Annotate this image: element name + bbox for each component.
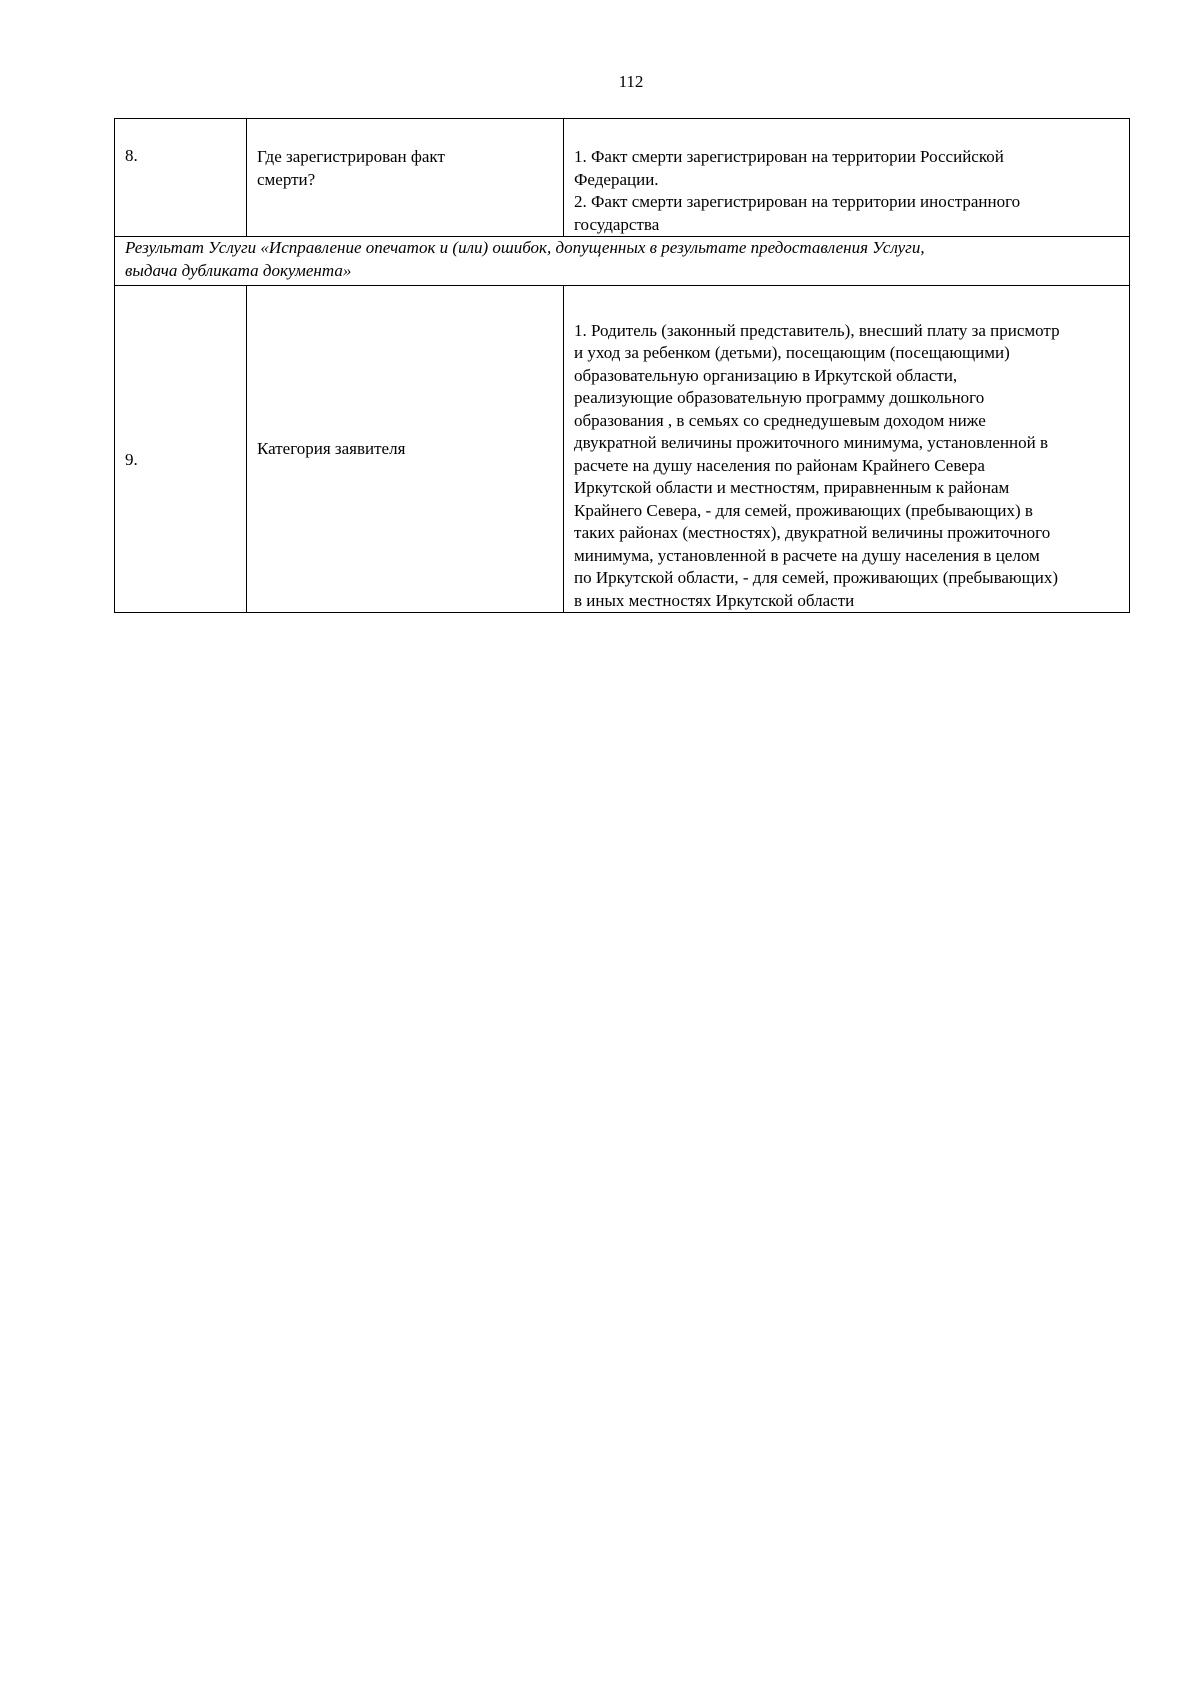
document-table	[114, 118, 1130, 613]
answer-line: Федерации.	[574, 169, 659, 189]
question-cell	[247, 286, 564, 613]
answer-cell	[564, 286, 1130, 613]
table-row	[115, 286, 1130, 613]
answer-line: образовательную организацию в Иркутской области,	[574, 365, 958, 385]
section-header-line: выдача дубликата документа»	[125, 260, 352, 280]
answer-line: двукратной величины прожиточного минимума, установленной в	[574, 433, 1049, 452]
answer-cell	[564, 119, 1130, 237]
answer-line: минимума, установленной в расчете на душу населения в целом	[574, 545, 1040, 565]
table-row	[115, 119, 1130, 237]
section-header-line: Результат Услуги «Исправление опечаток и (или) ошибок, допущенных в результате предоставления Услуги,	[125, 238, 925, 257]
question-line: смерти?	[257, 169, 316, 189]
answer-line: образования , в семьях со среднедушевым доходом ниже	[574, 410, 986, 430]
row-number-cell	[115, 286, 247, 613]
page-number: 112	[618, 72, 644, 91]
question-line: Где зарегистрирован факт	[257, 147, 445, 166]
row-number-cell	[115, 119, 247, 237]
section-header-cell	[115, 237, 1130, 286]
answer-line: государства	[574, 214, 660, 234]
answer-line: 2. Факт смерти зарегистрирован на территории иностранного	[574, 192, 1021, 211]
answer-line: реализующие образовательную программу дошкольного	[574, 388, 985, 407]
question-text: Категория заявителя	[257, 438, 406, 458]
answer-line: расчете на душу населения по районам Крайнего Севера	[574, 455, 985, 475]
answer-text	[574, 146, 1121, 236]
answer-line: в иных местностях Иркутской области	[574, 590, 855, 610]
answer-line: по Иркутской области, - для семей, проживающих (пребывающих)	[574, 568, 1058, 587]
question-cell	[247, 119, 564, 237]
answer-line: таких районах (местностях), двукратной величины прожиточного	[574, 523, 1051, 542]
answer-line: 1. Родитель (законный представитель), внесший плату за присмотр	[574, 320, 1060, 340]
answer-line: Крайнего Севера, - для семей, проживающих (пребывающих) в	[574, 500, 1033, 520]
section-header-row	[115, 237, 1130, 286]
answer-line: и уход за ребенком (детьми), посещающим (посещающими)	[574, 343, 1010, 362]
row-number: 9.	[125, 449, 138, 469]
answer-line: Иркутской области и местностям, приравненным к районам	[574, 478, 1010, 497]
question-text	[257, 146, 557, 191]
answer-line: 1. Факт смерти зарегистрирован на территории Российской	[574, 147, 1004, 166]
row-number: 8.	[125, 146, 138, 165]
